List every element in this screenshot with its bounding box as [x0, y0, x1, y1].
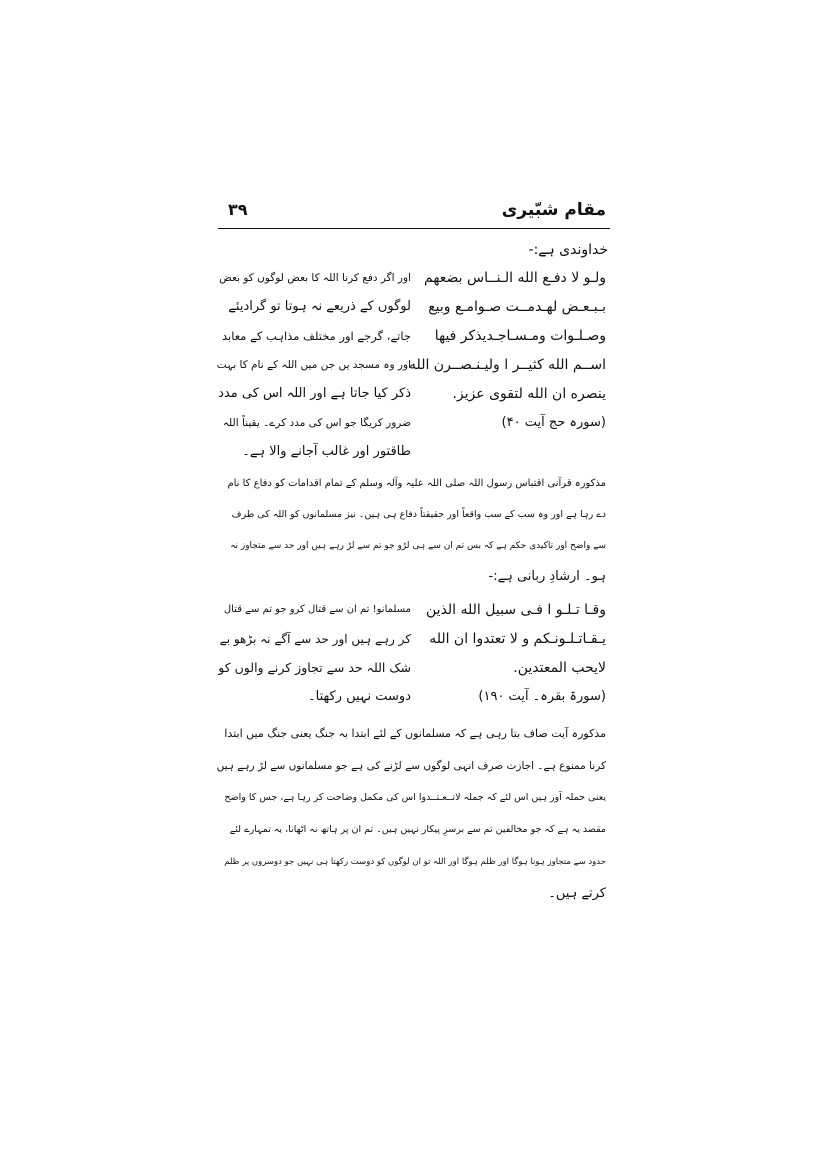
- paragraph2-line: مذکورہ آیت صاف بتا رہی ہے کہ مسلمانوں کے لئے ابتدا بہ جنگ یعنی جنگ میں ابتدا: [224, 727, 606, 740]
- paragraph2-line: کرتے ہیں۔: [548, 886, 606, 901]
- verse1-reference: (سورہ حج آیت ۴۰): [501, 415, 606, 430]
- verse1-translation-line: اور اگر دفع کرنا اللہ کا بعض لوگوں کو بعض: [219, 272, 411, 284]
- verse1-translation-line: جاتے، گرجے اور مختلف مذاہب کے معابد: [221, 329, 411, 343]
- verse2-arabic-line: لايحب المعتدين.: [513, 660, 606, 676]
- verse2-arabic-line: يـقـاتـلـونـكم و لا تعتدوا ان الله: [429, 631, 606, 647]
- paragraph1-line: مذکورہ قرآنی اقتباس رسول اللہ صلی اللہ علیہ وآلہ وسلم کے تمام اقدامات کو دفاع کا نام: [227, 478, 606, 489]
- verse1-arabic-line: بـبـعـض لهـدمــت صـوامـع وبيع: [428, 299, 606, 315]
- book-title: مقام شبّیری: [501, 200, 606, 220]
- verse1-arabic-line: اســم الله كثيــر ا وليـنـصــرن الله: [409, 357, 606, 373]
- page-number: ۳۹: [228, 200, 248, 219]
- paragraph2-line: حدود سے متجاوز ہونا ہوگا اور ظلم ہوگا اور اللہ تو ان لوگوں کو دوست رکھتا ہی نہیں جو دوسروں پر ظلم: [224, 857, 606, 867]
- verse1-arabic-line: ينصره ان الله لتقوى عزيز.: [452, 386, 606, 402]
- verse1-arabic-line: ولـو لا دفـع الله الـنــاس بضعهم: [424, 270, 606, 286]
- verse1-translation-line: لوگوں کے ذریعے نہ ہوتا تو گرادیئے: [228, 299, 411, 314]
- paragraph2-line: کرنا ممنوع ہے۔ اجازت صرف انہی لوگوں سے لڑنے کی ہے جو مسلمانوں سے لڑ رہے ہیں: [216, 760, 606, 772]
- verse1-translation-line: ضرور کریگا جو اس کی مدد کرے۔ یقیناً اللہ: [222, 417, 411, 429]
- verse1-translation-line: اور وہ مسجد یں جن میں اللہ کے نام کا بہت: [216, 359, 411, 371]
- page-header: [218, 198, 610, 229]
- verse1-translation-line: طاقتور اور غالب آجانے والا ہے۔: [242, 444, 411, 459]
- intro-line: خداوندی ہے:-: [528, 242, 608, 258]
- verse1-arabic-line: وصـلـوات ومـسـاجـديذكر فيها: [434, 328, 606, 344]
- verse2-translation-line: مسلمانو! تم ان سے قتال کرو جو تم سے قتال: [223, 604, 411, 615]
- verse2-translation-line: کر رہے ہیں اور حد سے آگے نہ بڑھو بے: [219, 632, 411, 646]
- verse2-translation-line: دوست نہیں رکھتا۔: [307, 689, 411, 704]
- paragraph1-line: ہو۔ ارشادِ ربانی ہے:-: [488, 569, 606, 584]
- paragraph1-line: دے رہا ہے اور وہ سب کے سب واقعاً اور حقیقتاً دفاع ہی ہیں۔ نیز مسلمانوں کو اللہ کی طرف: [231, 509, 606, 520]
- verse1-translation-line: ذکر کیا جاتا ہے اور اللہ اس کی مدد: [218, 386, 411, 401]
- paragraph2-line: یعنی حملہ آور ہیں اس لئے کہ جملہ لاتــعـتــدوا اس کی مکمل وضاحت کر رہا ہے، جس کا واضح: [224, 792, 606, 803]
- verse2-reference: (سورۃ بقرہ۔ آیت ۱۹۰): [478, 689, 606, 704]
- paragraph1-line: سے واضح اور تاکیدی حکم ہے کہ بس تم ان سے ہی لڑو جو تم سے لڑ رہے ہیں اور حد سے متجاوز نہ: [230, 541, 606, 551]
- verse2-arabic-line: وقـا تـلـو ا فـی سبیل الله الذین: [426, 602, 606, 618]
- paragraph2-line: مقصد یہ ہے کہ جو مخالفین تم سے برسرِ پیکار نہیں ہیں۔ تم ان پر ہاتھ نہ اٹھانا، یہ تمہارے لئے: [229, 824, 606, 835]
- verse2-translation-line: شک اللہ حد سے تجاوز کرنے والوں کو: [218, 660, 411, 675]
